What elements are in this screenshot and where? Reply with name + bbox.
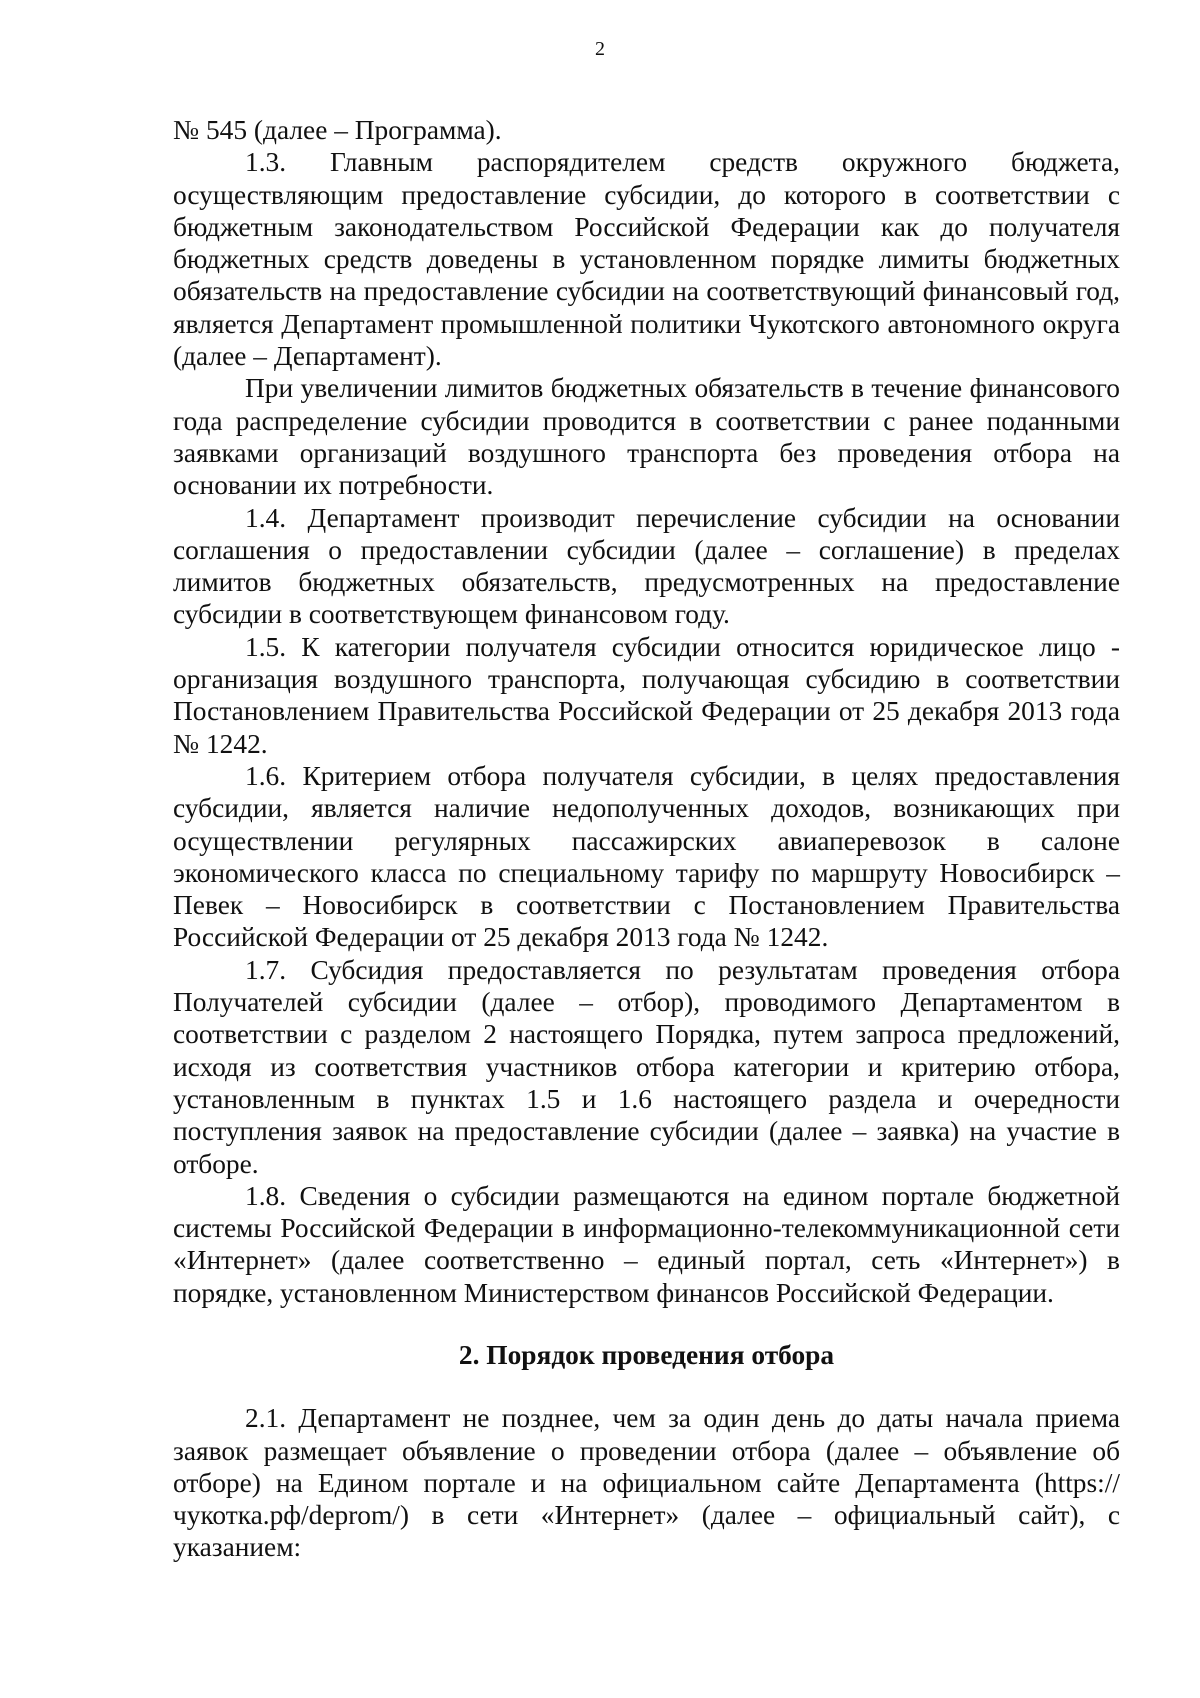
paragraph-1-6: 1.6. Критерием отбора получателя субсидии, в целях предоставления субсидии, является наличие недополученных доходов, возникающих при осуществлении регулярных пассажирских авиаперевозок в салоне экономического класса по специальному тарифу по маршруту Новосибирск – Певек – Новосибирск в соответствии с Постановлением Правительства Российской Федерации от 25 декабря 2013 года № 1242. <box>173 760 1120 953</box>
document-body <box>173 114 1120 1564</box>
paragraph-1-5: 1.5. К категории получателя субсидии относится юридическое лицо - организация воздушного транспорта, получающая субсидию в соответствии Постановлением Правительства Российской Федерации от 25 декабря 2013 года № 1242. <box>173 631 1120 759</box>
section-heading: 2. Порядок проведения отбора <box>458 1339 835 1370</box>
paragraph-2-1: 2.1. Департамент не позднее, чем за один день до даты начала приема заявок размещает объявление о проведении отбора (далее – объявление об отборе) на Едином портале и на официальном сайте Департамента (https://чукотка.рф/deprom/) в сети «Интернет» (далее – официальный сайт), с указанием: <box>173 1403 1120 1563</box>
paragraph-limits-increase: При увеличении лимитов бюджетных обязательств в течение финансового года распределение субсидии проводится в соответствии с ранее поданными заявками организаций воздушного транспорта без проведения отбора на основании их потребности. <box>173 373 1120 501</box>
paragraph-1-3: 1.3. Главным распорядителем средств окружного бюджета, осуществляющим предоставление субсидии, до которого в соответствии с бюджетным законодательством Российской Федерации как до получателя бюджетных средств доведены в установленном порядке лимиты бюджетных обязательств на предоставление субсидии на соответствующий финансовый год, является Департамент промышленной политики Чукотского автономного округа (далее – Департамент). <box>173 147 1120 372</box>
paragraph-1-4: 1.4. Департамент производит перечисление субсидии на основании соглашения о предоставлении субсидии (далее – соглашение) в пределах лимитов бюджетных обязательств, предусмотренных на предоставление субсидии в соответствующем финансовом году. <box>173 502 1120 630</box>
paragraph-1-7: 1.7. Субсидия предоставляется по результатам проведения отбора Получателей субсидии (далее – отбор), проводимого Департаментом в соответствии с разделом 2 настоящего Порядка, путем запроса предложений, исходя из соответствия участников отбора категории и критерию отбора, установленным в пунктах 1.5 и 1.6 настоящего раздела и очередности поступления заявок на предоставление субсидии (далее – заявка) на участие в отборе. <box>173 954 1120 1179</box>
page-number: 2 <box>595 38 605 60</box>
paragraph-program-ref: № 545 (далее – Программа). <box>173 115 502 145</box>
paragraph-1-8: 1.8. Сведения о субсидии размещаются на едином портале бюджетной системы Российской Федерации в информационно-телекоммуникационной сети «Интернет» (далее соответственно – единый портал, сеть «Интернет») в порядке, установленном Министерством финансов Российской Федерации. <box>173 1180 1120 1308</box>
